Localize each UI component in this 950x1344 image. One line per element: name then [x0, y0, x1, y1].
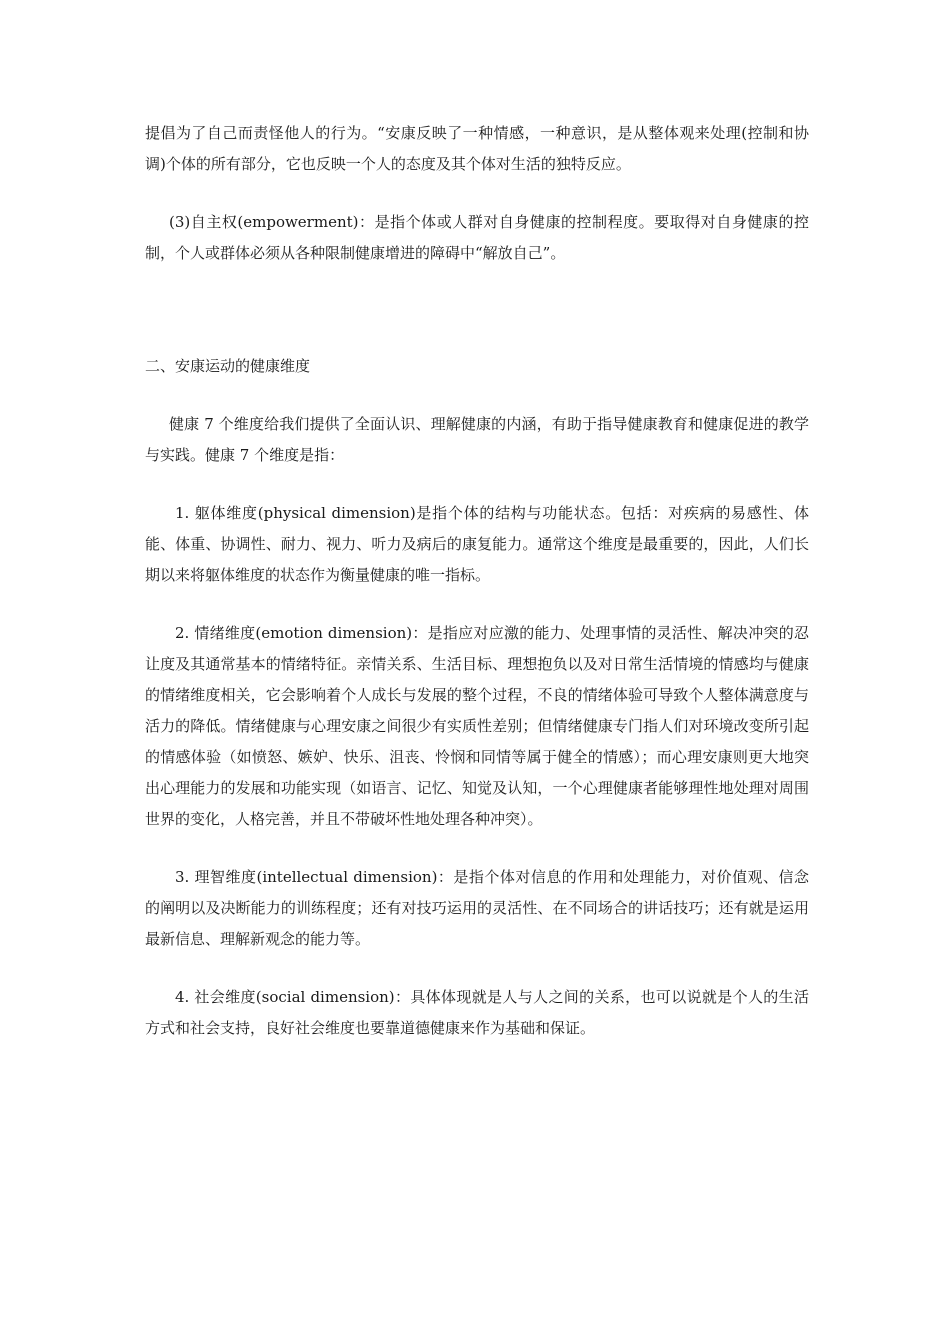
paragraph-seven-dimensions-intro: 健康 7 个维度给我们提供了全面认识、理解健康的内涵，有助于指导健康教育和健康促进的教学与实践。健康 7 个维度是指：: [145, 415, 809, 464]
section-heading: 二、安康运动的健康维度: [145, 357, 311, 375]
document-body: [145, 118, 809, 1044]
paragraph-emotion-dimension: 2. 情绪维度(emotion dimension)：是指应对应激的能力、处理事情的灵活性、解决冲突的忍让度及其通常基本的情绪特征。亲情关系、生活目标、理想抱负以及对日常生活情境的情感均与健康的情绪维度相关，它会影响着个人成长与发展的整个过程，不良的情绪体验可导致个人整体满意度与活力的降低。情绪健康与心理安康之间很少有实质性差别；但情绪健康专门指人们对环境改变所引起的情感体验（如愤怒、嫉妒、快乐、沮丧、怜悯和同情等属于健全的情感）；而心理安康则更大地突出心理能力的发展和功能实现（如语言、记忆、知觉及认知，一个心理健康者能够理性地处理对周围世界的变化，人格完善，并且不带破坏性地处理各种冲突）。: [145, 624, 809, 828]
paragraph-wellness-definition: 提倡为了自己而责怪他人的行为。“安康反映了一种情感，一种意识，是从整体观来处理(控制和协调)个体的所有部分，它也反映一个人的态度及其个体对生活的独特反应。: [145, 124, 809, 173]
paragraph-social-dimension: 4. 社会维度(social dimension)：具体体现就是人与人之间的关系，也可以说就是个人的生活方式和社会支持，良好社会维度也要靠道德健康来作为基础和保证。: [145, 988, 809, 1037]
paragraph-intellectual-dimension: 3. 理智维度(intellectual dimension)：是指个体对信息的作用和处理能力，对价值观、信念的阐明以及决断能力的训练程度；还有对技巧运用的灵活性、在不同场合的讲话技巧；还有就是运用最新信息、理解新观念的能力等。: [145, 868, 809, 948]
paragraph-physical-dimension: 1. 躯体维度(physical dimension)是指个体的结构与功能状态。包括：对疾病的易感性、体能、体重、协调性、耐力、视力、听力及病后的康复能力。通常这个维度是最重要的，因此，人们长期以来将躯体维度的状态作为衡量健康的唯一指标。: [145, 504, 809, 584]
paragraph-empowerment: (3)自主权(empowerment)：是指个体或人群对自身健康的控制程度。要取得对自身健康的控制，个人或群体必须从各种限制健康增进的障碍中“解放自己”。: [145, 213, 809, 262]
